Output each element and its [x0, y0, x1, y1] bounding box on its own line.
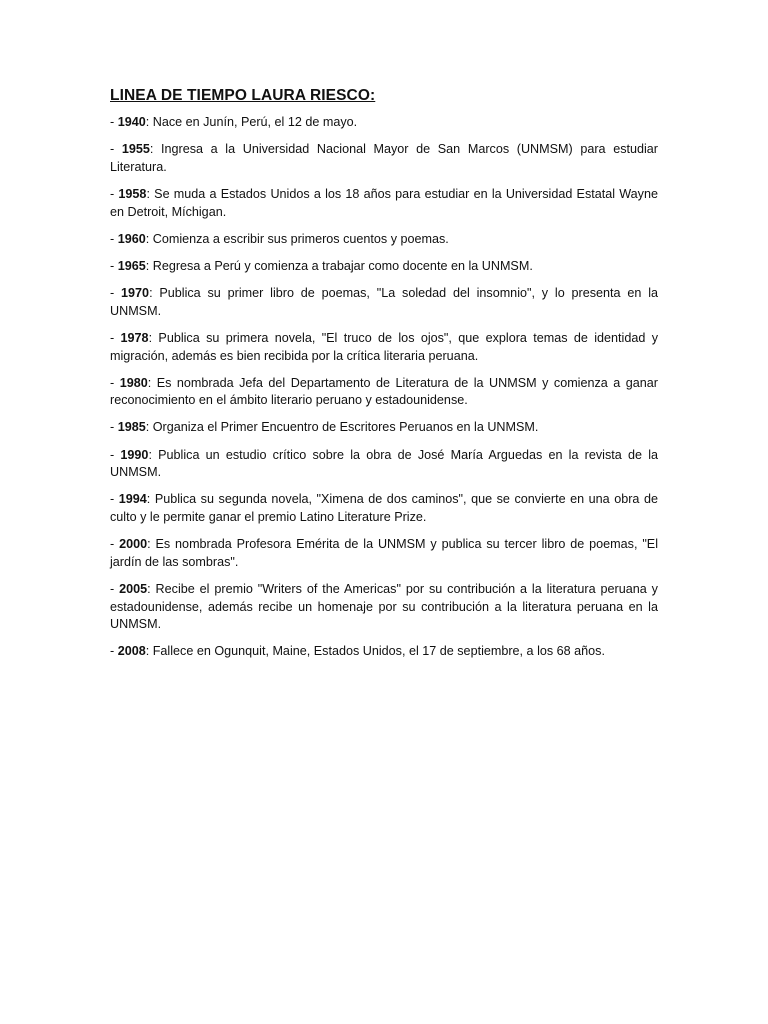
- entry-year: 1980: [119, 375, 148, 390]
- timeline-entry: [110, 186, 658, 221]
- timeline-entry: [110, 419, 658, 437]
- entry-year: 2000: [119, 537, 148, 552]
- entry-text: : Publica su primer libro de poemas, "La soledad del insomnio", y lo presenta en la UNMSM.: [110, 286, 658, 318]
- entry-text: : Recibe el premio "Writers of the Americas" por su contribución a la literatura peruana y estadounidense, además recibe un homenaje por su contribución a la literatura peruana en la UNMSM.: [110, 582, 658, 632]
- entry-text: : Es nombrada Jefa del Departamento de Literatura de la UNMSM y comienza a ganar reconocimiento en el ámbito literario peruano y estadounidense.: [110, 375, 658, 408]
- entry-text: : Regresa a Perú y comienza a trabajar como docente en la UNMSM.: [145, 258, 533, 273]
- timeline-list: [110, 114, 658, 661]
- entry-prefix: -: [110, 258, 118, 273]
- entry-prefix: -: [110, 420, 118, 435]
- entry-year: 1990: [120, 447, 149, 462]
- entry-year: 2008: [117, 644, 146, 659]
- entry-prefix: -: [110, 115, 118, 129]
- entry-text: : Publica un estudio crítico sobre la obra de José María Arguedas en la revista de la UNMSM.: [110, 447, 658, 480]
- entry-year: 1985: [117, 420, 146, 435]
- entry-prefix: -: [110, 644, 118, 659]
- entry-prefix: -: [110, 582, 120, 596]
- timeline-entry: [110, 285, 658, 320]
- entry-text: : Comienza a escribir sus primeros cuentos y poemas.: [145, 231, 449, 246]
- entry-year: 2005: [119, 582, 148, 596]
- entry-year: 1965: [117, 258, 146, 273]
- timeline-entry: [110, 581, 658, 634]
- entry-text: : Fallece en Ogunquit, Maine, Estados Unidos, el 17 de septiembre, a los 68 años.: [145, 644, 605, 659]
- entry-text: : Organiza el Primer Encuentro de Escritores Peruanos en la UNMSM.: [145, 420, 539, 435]
- entry-prefix: -: [110, 537, 120, 552]
- entry-text: : Publica su segunda novela, "Ximena de dos caminos", que se convierte en una obra de culto y le permite ganar el premio Latino Literature Prize.: [110, 492, 658, 525]
- timeline-entry: [110, 114, 658, 132]
- entry-prefix: -: [110, 231, 118, 246]
- entry-prefix: -: [110, 492, 119, 507]
- entry-prefix: -: [110, 447, 121, 462]
- entry-prefix: -: [110, 286, 122, 301]
- entry-text: : Nace en Junín, Perú, el 12 de mayo.: [145, 115, 358, 129]
- entry-prefix: -: [110, 330, 121, 345]
- timeline-entry: [110, 447, 658, 482]
- timeline-entry: [110, 258, 658, 276]
- entry-prefix: -: [110, 375, 120, 390]
- document-page: [110, 86, 658, 671]
- entry-text: : Ingresa a la Universidad Nacional Mayor de San Marcos (UNMSM) para estudiar Literatura.: [110, 142, 658, 174]
- timeline-entry: [110, 330, 658, 365]
- entry-year: 1960: [117, 231, 146, 246]
- entry-text: : Publica su primera novela, "El truco de los ojos", que explora temas de identidad y migración, además es bien recibida por la crítica literaria peruana.: [110, 330, 658, 363]
- entry-year: 1955: [121, 142, 150, 157]
- timeline-entry: [110, 491, 658, 526]
- entry-year: 1978: [120, 330, 149, 345]
- entry-text: : Es nombrada Profesora Emérita de la UNMSM y publica su tercer libro de poemas, "El jardín de las sombras".: [110, 537, 658, 569]
- entry-prefix: -: [110, 186, 119, 201]
- timeline-entry: [110, 231, 658, 249]
- timeline-entry: [110, 536, 658, 571]
- entry-year: 1940: [117, 115, 146, 129]
- timeline-entry: [110, 375, 658, 410]
- timeline-entry: [110, 643, 658, 661]
- document-title: LINEA DE TIEMPO LAURA RIESCO:: [110, 87, 376, 104]
- timeline-entry: [110, 141, 658, 176]
- entry-year: 1958: [118, 186, 147, 201]
- entry-year: 1970: [121, 286, 150, 301]
- entry-text: : Se muda a Estados Unidos a los 18 años para estudiar en la Universidad Estatal Wayne en Detroit, Míchigan.: [110, 186, 658, 219]
- entry-prefix: -: [110, 142, 122, 157]
- entry-year: 1994: [118, 492, 147, 507]
